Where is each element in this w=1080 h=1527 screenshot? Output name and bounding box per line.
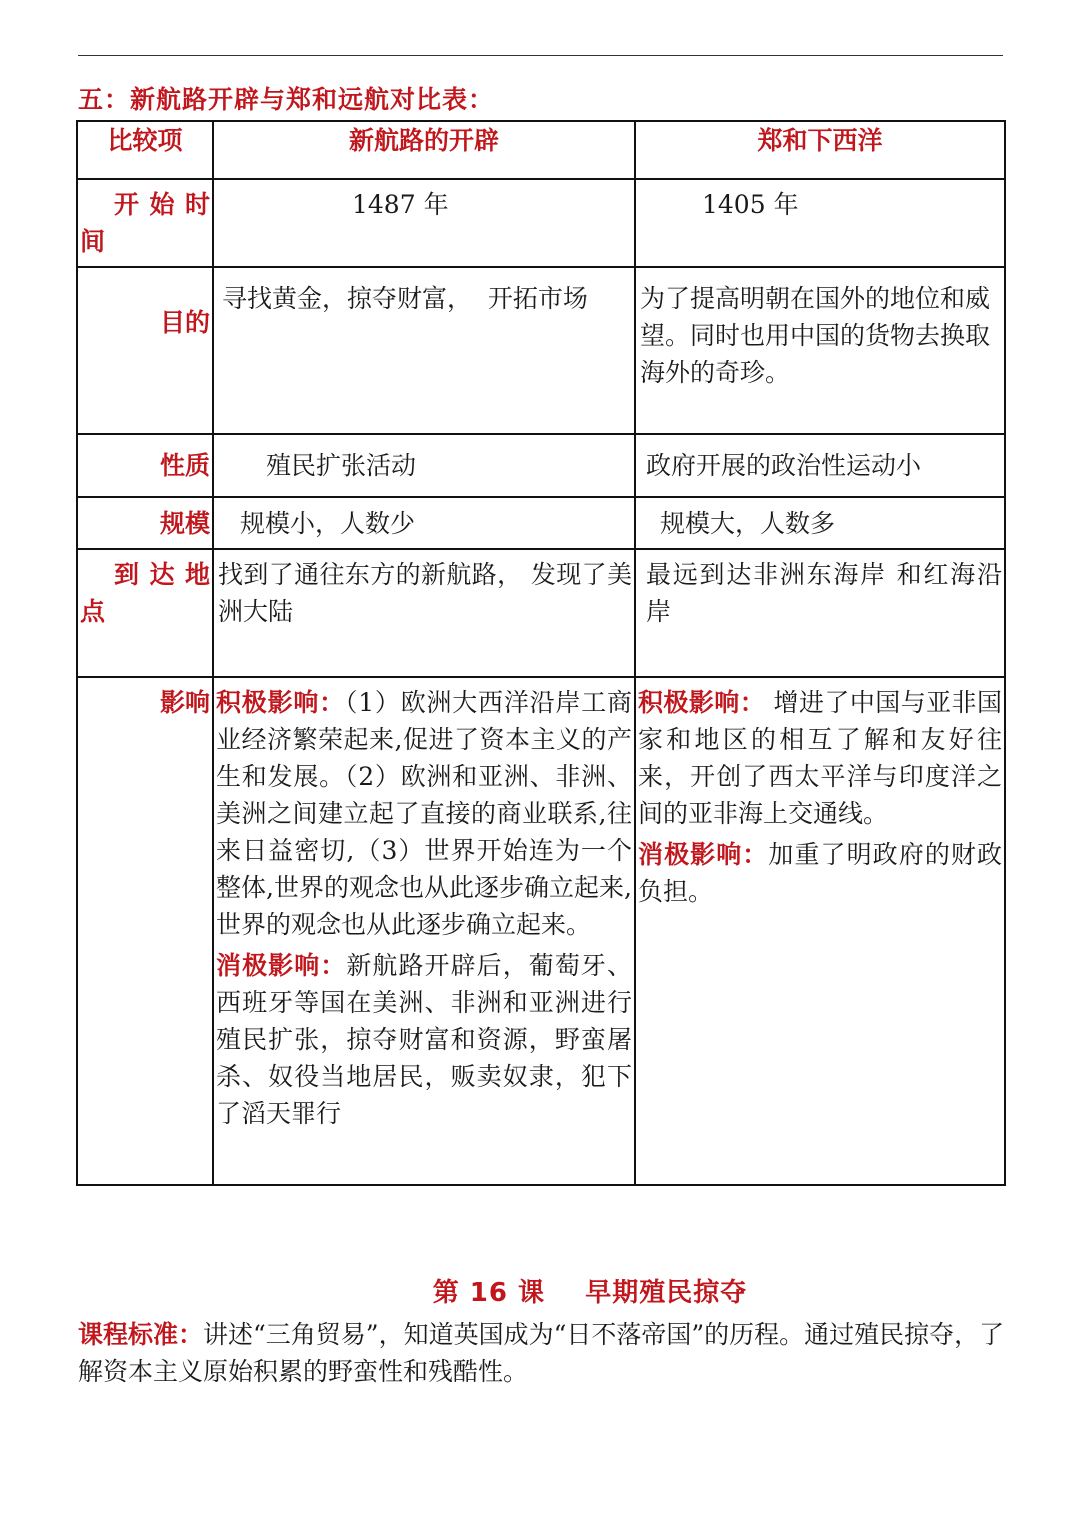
row-label-destination bbox=[77, 549, 213, 677]
scale-new-route: 规模小，人数少 bbox=[213, 497, 635, 549]
impact-zheng-he bbox=[635, 677, 1005, 1185]
impact-new-route-negative bbox=[216, 947, 632, 1132]
header-compare-item: 比较项 bbox=[77, 121, 213, 179]
course-standard-text: 讲述“三角贸易”，知道英国成为“日不落帝国”的历程。通过殖民掠夺，了解资本主义原始积累的野蛮性和残酷性。 bbox=[78, 1320, 1005, 1386]
table-row-impact bbox=[77, 677, 1005, 1185]
impact-zheng-he-negative bbox=[638, 836, 1002, 910]
row-label-purpose: 目的 bbox=[77, 267, 213, 434]
table-row-nature bbox=[77, 434, 1005, 497]
impact-zheng-he-positive bbox=[638, 684, 1002, 832]
positive-impact-text: 增进了中国与亚非国家和地区的相互了解和友好往来，开创了西太平洋与印度洋之间的亚非海上交通线。 bbox=[638, 688, 1002, 828]
table-row-purpose bbox=[77, 267, 1005, 434]
course-standard bbox=[78, 1316, 1008, 1390]
negative-impact-label: 消极影响： bbox=[216, 951, 347, 980]
start-time-zheng-he: 1405 年 bbox=[635, 179, 1005, 267]
row-label-scale: 规模 bbox=[77, 497, 213, 549]
header-zheng-he: 郑和下西洋 bbox=[635, 121, 1005, 179]
table-row-scale bbox=[77, 497, 1005, 549]
table-row-destination bbox=[77, 549, 1005, 677]
impact-new-route-positive bbox=[216, 684, 632, 943]
nature-new-route: 殖民扩张活动 bbox=[213, 434, 635, 497]
nature-zheng-he: 政府开展的政治性运动小 bbox=[635, 434, 1005, 497]
positive-impact-label: 积极影响： bbox=[216, 688, 345, 717]
row-label-destination-line2: 点 bbox=[80, 597, 106, 626]
row-label-nature: 性质 bbox=[77, 434, 213, 497]
comparison-table bbox=[76, 120, 1006, 1186]
row-label-start-time-line2: 间 bbox=[80, 227, 106, 256]
destination-new-route: 找到了通往东方的新航路， 发现了美洲大陆 bbox=[213, 549, 635, 677]
row-label-start-time-line1: 开始时 bbox=[114, 190, 210, 219]
purpose-new-route: 寻找黄金，掠夺财富， 开拓市场 bbox=[213, 267, 635, 434]
impact-new-route bbox=[213, 677, 635, 1185]
destination-zheng-he: 最远到达非洲东海岸 和红海沿岸 bbox=[635, 549, 1005, 677]
positive-impact-text: （1）欧洲大西洋沿岸工商业经济繁荣起来,促进了资本主义的产生和发展。（2）欧洲和亚洲、非洲、美洲之间建立起了直接的商业联系,往来日益密切,（3）世界开始连为一个整体,世界的观念也从此逐步确立起来,世界的观念也从此逐步确立起来。 bbox=[216, 688, 632, 939]
section-title: 五：新航路开辟与郑和远航对比表： bbox=[78, 85, 495, 114]
table-row-start-time bbox=[77, 179, 1005, 267]
positive-impact-label: 积极影响： bbox=[638, 688, 766, 717]
scale-zheng-he: 规模大，人数多 bbox=[635, 497, 1005, 549]
lesson-title: 第 16 课 早期殖民掠夺 bbox=[432, 1278, 748, 1308]
purpose-zheng-he: 为了提高明朝在国外的地位和威望。同时也用中国的货物去换取海外的奇珍。 bbox=[635, 267, 1005, 434]
negative-impact-label: 消极影响： bbox=[638, 840, 769, 869]
row-label-impact: 影响 bbox=[77, 677, 213, 1185]
row-label-start-time bbox=[77, 179, 213, 267]
header-rule bbox=[78, 55, 1003, 56]
row-label-destination-line1: 到达地 bbox=[114, 560, 210, 589]
negative-impact-text: 新航路开辟后，葡萄牙、西班牙等国在美洲、非洲和亚洲进行殖民扩张，掠夺财富和资源，野蛮屠杀、奴役当地居民，贩卖奴隶，犯下了滔天罪行 bbox=[216, 951, 632, 1128]
course-standard-label: 课程标准： bbox=[78, 1320, 204, 1349]
start-time-new-route: 1487 年 bbox=[213, 179, 635, 267]
negative-impact-text: 加重了明政府的财政负担。 bbox=[638, 840, 1002, 906]
header-new-route: 新航路的开辟 bbox=[213, 121, 635, 179]
table-header-row bbox=[77, 121, 1005, 179]
